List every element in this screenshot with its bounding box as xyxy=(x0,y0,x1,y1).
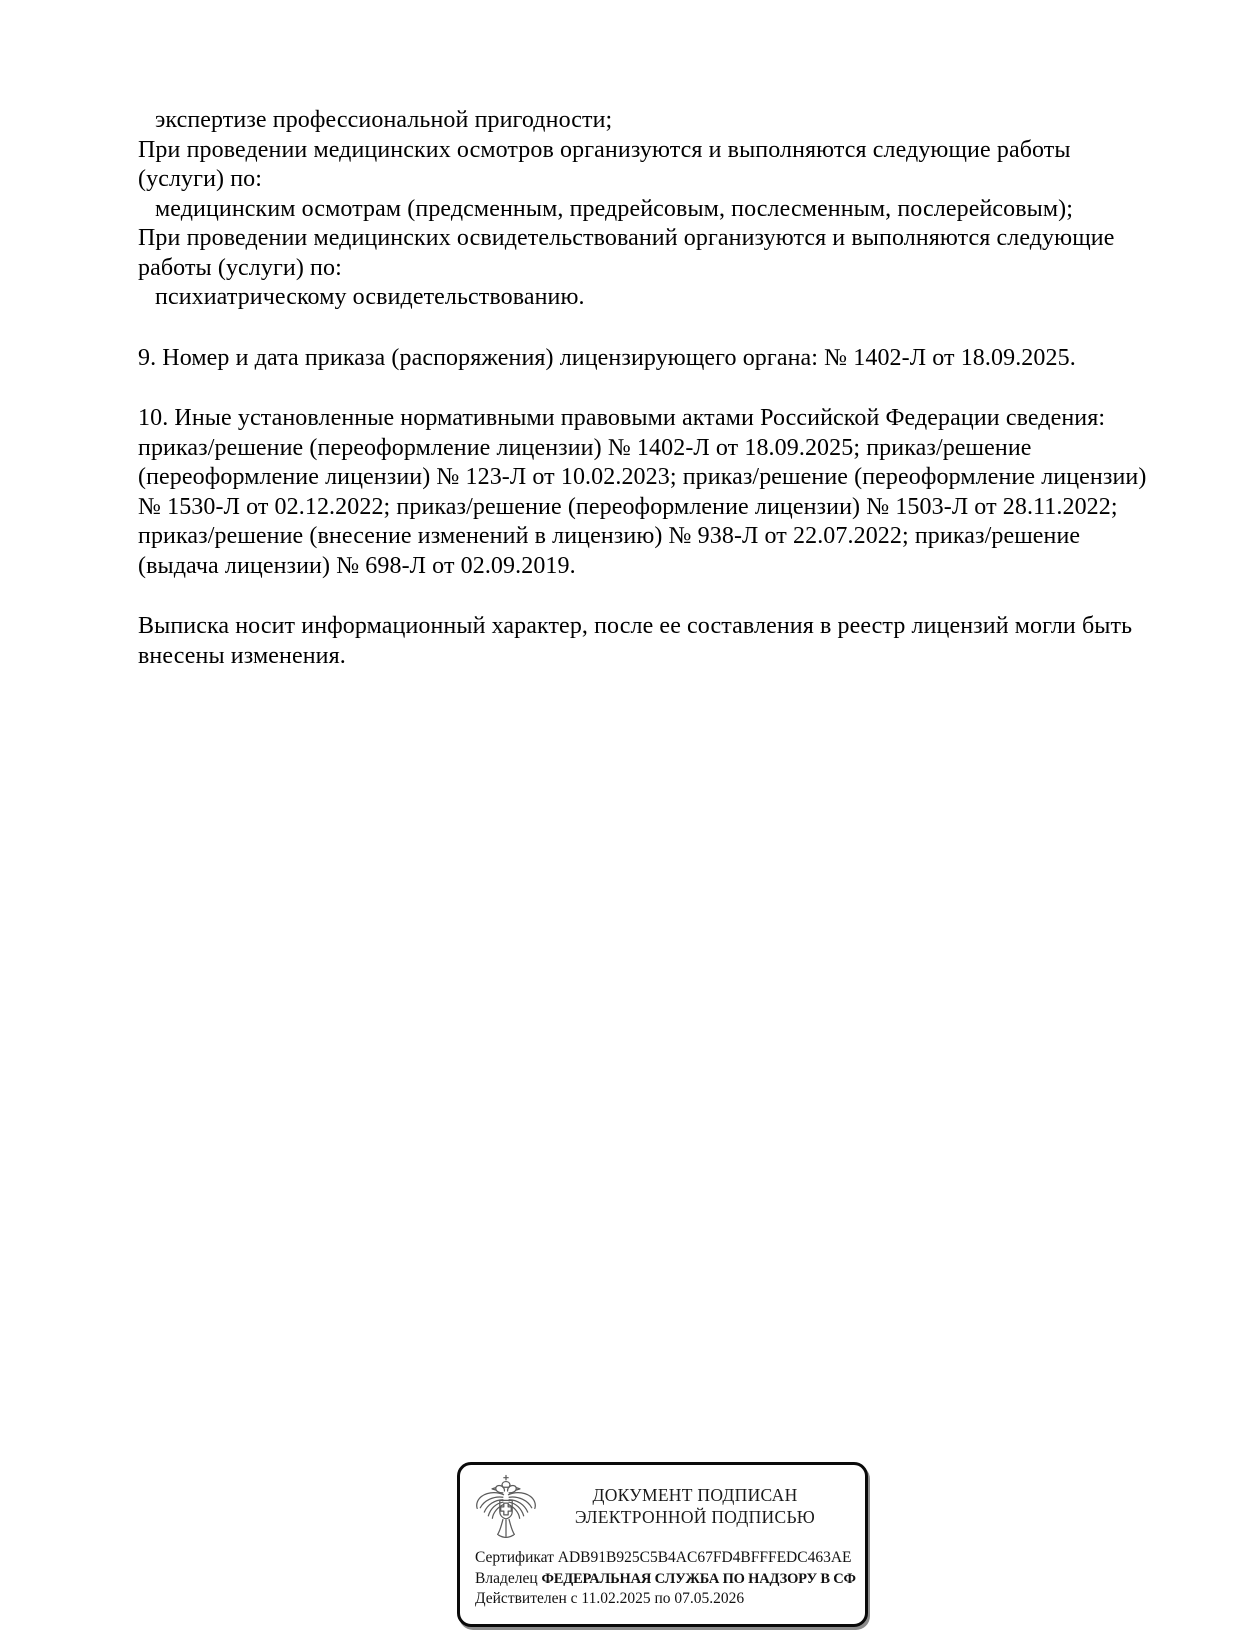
certificate-value: ADB91B925C5B4AC67FD4BFFFEDC463AE xyxy=(557,1549,852,1566)
text-line: внесены изменения. xyxy=(138,642,346,669)
paragraph-services-list-continued xyxy=(138,106,1146,313)
text-line: 9. Номер и дата приказа (распоряжения) лицензирующего органа: № 1402-Л от 18.09.2025. xyxy=(138,344,1076,371)
paragraph-item-9-order-number xyxy=(138,344,1146,374)
text-line: (выдача лицензии) № 698-Л от 02.09.2019. xyxy=(138,552,576,579)
text-line: При проведении медицинских освидетельствований организуются и выполняются следующие xyxy=(138,225,1115,251)
text-line: (переоформление лицензии) № 123-Л от 10.02.2023; приказ/решение (переоформление лицензии) xyxy=(138,464,1147,490)
paragraph-item-10-other-info xyxy=(138,404,1146,581)
text-line: работы (услуги) по: xyxy=(138,254,342,281)
validity-line: Действителен с 11.02.2025 по 07.05.2026 xyxy=(475,1590,745,1607)
text-line: приказ/решение (переоформление лицензии) № 1402-Л от 18.09.2025; приказ/решение xyxy=(138,434,1032,461)
owner-label: Владелец xyxy=(475,1569,538,1587)
stamp-title xyxy=(537,1485,853,1528)
text-line: (услуги) по: xyxy=(138,166,263,192)
text-line: психиатрическому освидетельствованию. xyxy=(155,284,585,310)
certificate-line xyxy=(475,1548,865,1569)
certificate-label: Сертификат xyxy=(475,1549,554,1566)
paragraph-disclaimer xyxy=(138,612,1146,671)
text-line: экспертизе профессиональной пригодности; xyxy=(155,107,613,133)
stamp-info xyxy=(460,1544,865,1610)
text-line: 10. Иные установленные нормативными правовыми актами Российской Федерации сведения: xyxy=(138,405,1106,431)
document-body xyxy=(138,106,1146,702)
text-line: Выписка носит информационный характер, после ее составления в реестр лицензий могли быть xyxy=(138,613,1133,639)
electronic-signature-stamp xyxy=(457,1462,868,1627)
text-line: приказ/решение (внесение изменений в лицензию) № 938-Л от 22.07.2022; приказ/решение xyxy=(138,523,1081,549)
stamp-title-line1: ДОКУМЕНТ ПОДПИСАН xyxy=(592,1485,798,1505)
text-line: При проведении медицинских осмотров организуются и выполняются следующие работы xyxy=(138,136,1071,163)
owner-value: ФЕДЕРАЛЬНАЯ СЛУЖБА ПО НАДЗОРУ В СФ xyxy=(541,1570,856,1587)
stamp-header xyxy=(460,1465,865,1544)
roszdravnadzor-double-headed-eagle-icon xyxy=(475,1474,537,1544)
text-line: медицинским осмотрам (предсменным, предрейсовым, послесменным, послерейсовым); xyxy=(155,195,1074,222)
text-line: № 1530-Л от 02.12.2022; приказ/решение (переоформление лицензии) № 1503-Л от 28.11.2022; xyxy=(138,493,1118,520)
stamp-title-line2: ЭЛЕКТРОННОЙ ПОДПИСЬЮ xyxy=(574,1506,816,1527)
owner-line xyxy=(475,1569,865,1590)
